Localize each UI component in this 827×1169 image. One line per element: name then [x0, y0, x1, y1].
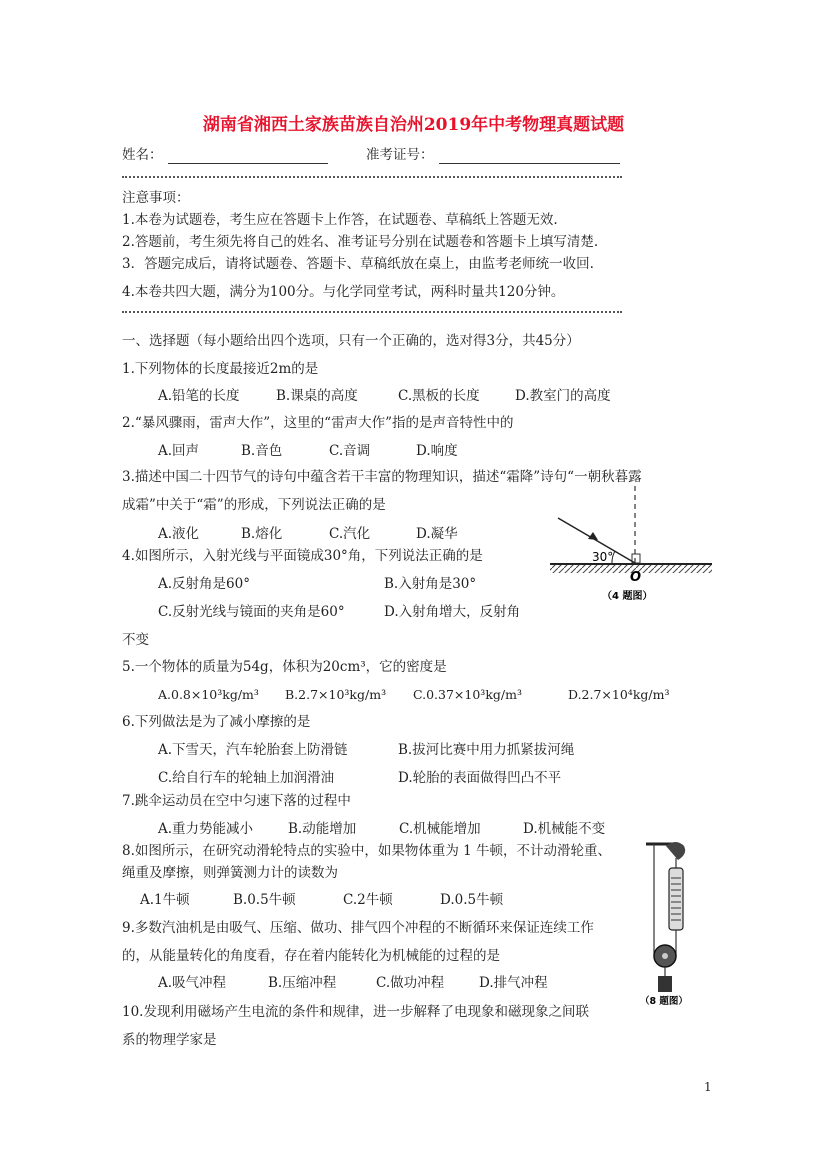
option: D.响度	[416, 443, 458, 459]
question-stem: 9.多数汽油机是由吸气、压缩、做功、排气四个冲程的不断循环来保证连续工作	[122, 920, 594, 936]
page-title: 湖南省湘西土家族苗族自治州2019年中考物理真题试题	[202, 115, 625, 135]
option: D.凝华	[416, 526, 458, 542]
question-stem: 系的物理学家是	[122, 1032, 217, 1048]
notes-heading: 注意事项：	[122, 190, 190, 206]
option: D.0.5牛顿	[440, 892, 504, 908]
figure-caption: （8 题图）	[640, 996, 688, 1007]
option: D.入射角增大，反射角	[384, 604, 521, 620]
option: C.做功冲程	[376, 975, 445, 991]
option: A.吸气冲程	[158, 975, 227, 991]
option: C.0.37×10³kg/m³	[413, 687, 522, 702]
option: B.音色	[241, 443, 283, 459]
name-field[interactable]	[168, 163, 328, 164]
note-item: 3．答题完成后，请将试题卷、答题卡、草稿纸放在桌上，由监考老师统一收回.	[122, 256, 594, 272]
figure-caption: （4 题图）	[602, 591, 653, 602]
question-stem: 1.下列物体的长度最接近2m的是	[122, 361, 319, 377]
option: B.拔河比赛中用力抓紧拔河绳	[398, 742, 575, 758]
question-stem: 2.“暴风骤雨，雷声大作”，这里的“雷声大作”指的是声音特性中的	[122, 415, 514, 431]
option: B.2.7×10³kg/m³	[285, 687, 387, 702]
mirror-figure	[540, 478, 715, 608]
option: D.2.7×10⁴kg/m³	[568, 687, 670, 702]
pulley-figure	[636, 838, 706, 1008]
section-heading: 一、选择题（每小题给出四个选项，只有一个正确的，选对得3分，共45分）	[122, 333, 580, 349]
page-number: 1	[704, 1080, 712, 1094]
option: C.汽化	[329, 526, 371, 542]
question-stem: 的，从能量转化的角度看，存在着内能转化为机械能的过程的是	[122, 948, 500, 964]
option: D.教室门的高度	[515, 388, 611, 404]
question-stem: 8.如图所示，在研究动滑轮特点的实验中，如果物体重为 1 牛顿，不计动滑轮重、	[122, 843, 612, 859]
option: B.入射角是30°	[384, 576, 477, 592]
option: A.反射角是60°	[158, 576, 250, 592]
option: C.黑板的长度	[398, 388, 480, 404]
angle-label: 30°	[592, 550, 614, 564]
option: C.2牛顿	[343, 892, 393, 908]
question-stem: 7.跳伞运动员在空中匀速下落的过程中	[122, 793, 351, 809]
option: D.轮胎的表面做得凹凸不平	[398, 770, 562, 786]
option: C.机械能增加	[399, 821, 481, 837]
option: B.动能增加	[288, 821, 357, 837]
note-item: 2.答题前，考生须先将自己的姓名、准考证号分别在试题卷和答题卡上填写清楚.	[122, 234, 599, 250]
option: C.反射光线与镜面的夹角是60°	[158, 604, 345, 620]
note-item: 1.本卷为试题卷，考生应在答题卡上作答，在试题卷、草稿纸上答题无效.	[122, 212, 558, 228]
exam-id-label: 准考证号：	[366, 147, 434, 163]
note-item: 4.本卷共四大题，满分为100分。与化学同堂考试，两科时量共120分钟。	[122, 284, 565, 300]
option: A.下雪天，汽车轮胎套上防滑链	[158, 742, 348, 758]
option: A.回声	[158, 443, 200, 459]
dotted-divider	[122, 176, 622, 178]
question-stem: 4.如图所示，入射光线与平面镜成30°角，下列说法正确的是	[122, 548, 483, 564]
option: A.液化	[158, 526, 200, 542]
question-stem: 6.下列做法是为了减小摩擦的是	[122, 714, 311, 730]
option: B.课桌的高度	[276, 388, 358, 404]
option: B.0.5牛顿	[233, 892, 296, 908]
option: C.给自行车的轮轴上加润滑油	[158, 770, 335, 786]
question-stem: 5.一个物体的质量为54g，体积为20cm³，它的密度是	[122, 659, 447, 675]
spring-scale	[669, 868, 683, 930]
option: A.重力势能减小	[158, 821, 254, 837]
option: B.熔化	[241, 526, 283, 542]
question-stem: 成霜”中关于“霜”的形成，下列说法正确的是	[122, 497, 386, 513]
question-stem: 3.描述中国二十四节气的诗句中蕴含若干丰富的物理知识，描述“霜降”诗句“一朝秋暮露	[122, 469, 642, 485]
question-stem-continued: 不变	[122, 632, 149, 648]
option: B.压缩冲程	[268, 975, 337, 991]
dotted-divider	[122, 311, 622, 313]
option: D.排气冲程	[479, 975, 548, 991]
option: A.铅笔的长度	[158, 388, 240, 404]
option: A.0.8×10³kg/m³	[158, 687, 259, 702]
option: D.机械能不变	[523, 821, 606, 837]
question-stem: 绳重及摩擦，则弹簧测力计的读数为	[122, 865, 338, 881]
question-stem: 10.发现利用磁场产生电流的条件和规律，进一步解释了电现象和磁现象之间联	[122, 1004, 589, 1020]
exam-id-field[interactable]	[439, 163, 620, 164]
point-label: O	[630, 570, 642, 585]
hand-icon	[666, 842, 685, 860]
weight-block	[658, 976, 672, 992]
name-label: 姓名：	[122, 147, 163, 163]
option: A.1牛顿	[140, 892, 190, 908]
option: C.音调	[329, 443, 371, 459]
